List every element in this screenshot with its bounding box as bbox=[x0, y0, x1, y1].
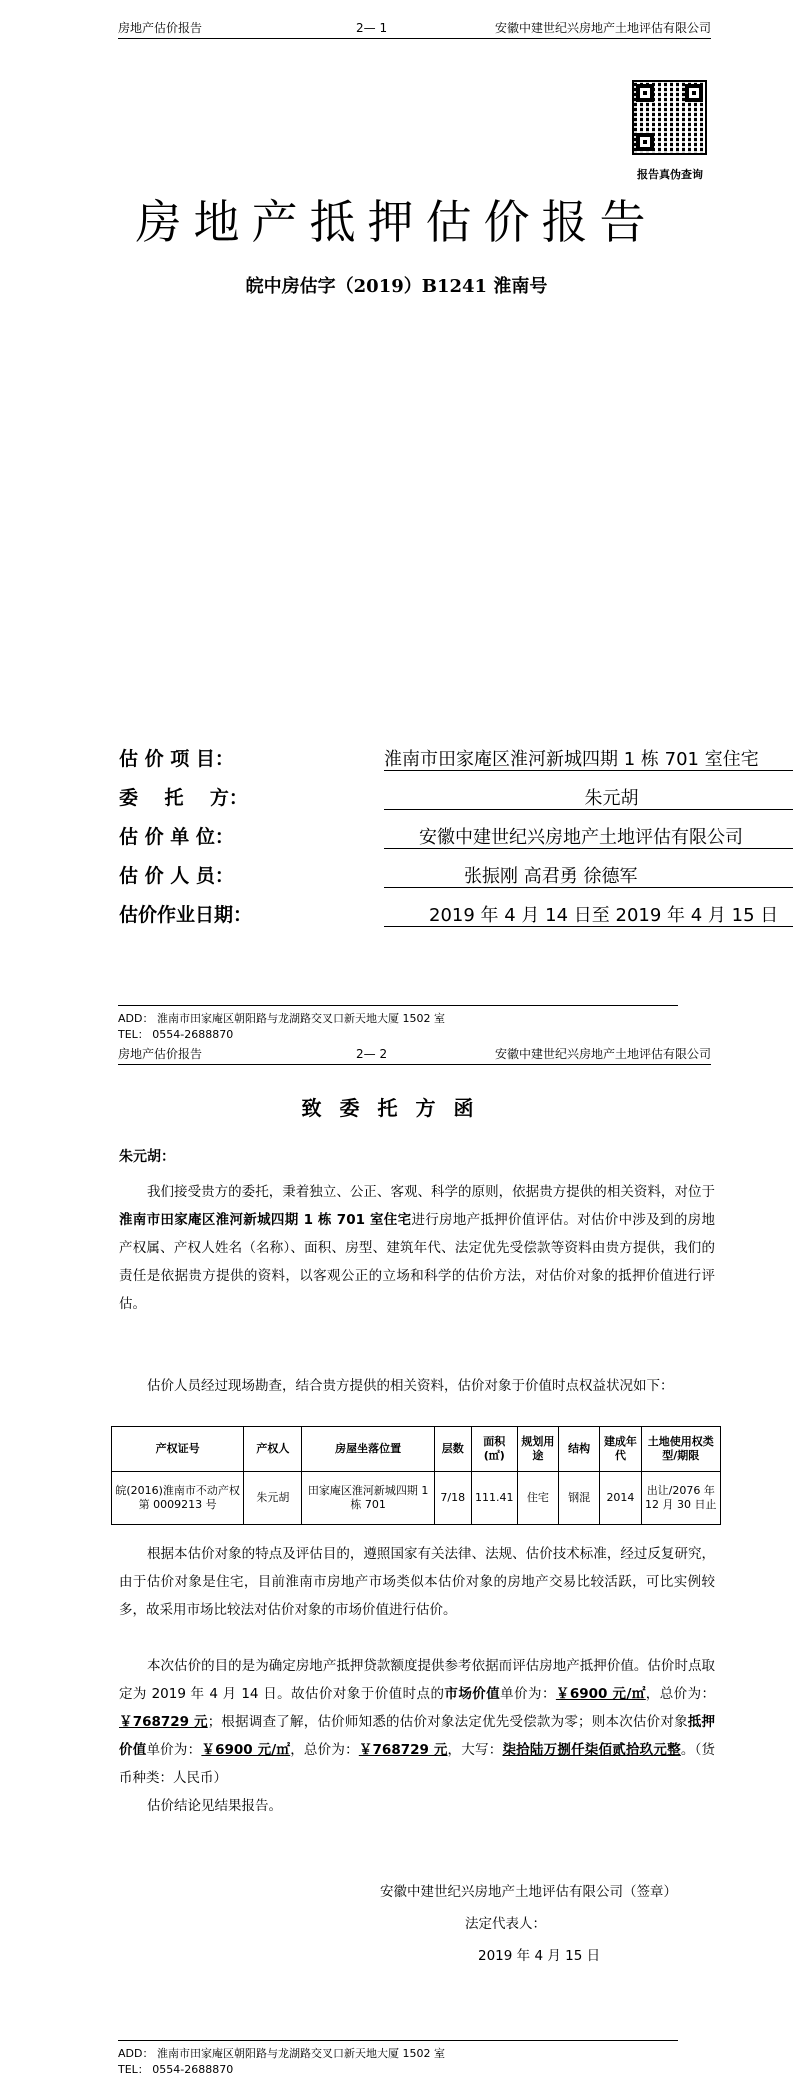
field-value: 朱元胡 bbox=[584, 788, 639, 809]
field-value: 淮南市田家庵区淮河新城四期 1 栋 701 室住宅 bbox=[384, 749, 759, 770]
mortgage-unit-price: ￥6900 元/㎡ bbox=[201, 1742, 291, 1758]
report-number: 皖中房估字（2019）B1241 淮南号 bbox=[245, 276, 548, 297]
signing-date: 2019 年 4 月 15 日 bbox=[478, 1948, 601, 1964]
footer-address: ADD： 淮南市田家庵区朝阳路与龙湖路交叉口新天地大厦 1502 室 bbox=[118, 2047, 445, 2060]
letter-paragraph-3: 根据本估价对象的特点及评估目的，遵照国家有关法律、法规、估价技术标准，经过反复研究，由于估价对象是住宅，目前淮南市房地产市场类似本估价对象的房地产交易比较活跃，可比实例较多，故采用市场比较法对估价对象的市场价值进行估价。 bbox=[119, 1546, 715, 1618]
field-label: 估价作业日期： bbox=[119, 904, 253, 926]
table-row: 皖(2016)淮南市不动产权第 0009213 号 朱元胡 田家庵区淮河新城四期 1 栋 701 7/18 111.41 住宅 钢混 2014 出让/2076 年 12 月 30 日止 bbox=[112, 1472, 721, 1525]
salutation: 朱元胡： bbox=[119, 1149, 175, 1165]
field-client bbox=[119, 779, 719, 809]
signing-company: 安徽中建世纪兴房地产土地评估有限公司（签章） bbox=[380, 1884, 677, 1900]
field-work-dates bbox=[119, 896, 779, 926]
field-appraiser-org bbox=[119, 818, 743, 848]
field-label: 估 价 项 目： bbox=[119, 748, 234, 770]
qr-code-icon[interactable] bbox=[632, 80, 707, 155]
table-header-row: 产权证号 产权人 房屋坐落位置 层数 面积(㎡) 规划用途 结构 建成年代 土地使用权类型/期限 bbox=[112, 1427, 721, 1472]
field-label: 估 价 人 员： bbox=[119, 865, 234, 887]
market-total-price: ￥768729 元 bbox=[119, 1714, 208, 1730]
header-company: 安徽中建世纪兴房地产土地评估有限公司 bbox=[494, 1047, 711, 1061]
header-left: 房地产估价报告 bbox=[118, 21, 203, 35]
amount-in-words: 柒拾陆万捌仟柒佰贰拾玖元整 bbox=[502, 1742, 681, 1758]
property-table bbox=[111, 1426, 721, 1525]
header-left: 房地产估价报告 bbox=[118, 1047, 203, 1061]
property-address: 淮南市田家庵区淮河新城四期 1 栋 701 室住宅 bbox=[119, 1212, 412, 1228]
page-title: 房地产抵押估价报告 bbox=[135, 195, 658, 249]
footer-tel: TEL： 0554-2688870 bbox=[118, 1028, 234, 1041]
letter-paragraph-5: 估价结论见结果报告。 bbox=[147, 1798, 282, 1814]
letter-paragraph-4: 本次估价的目的是为确定房地产抵押贷款额度提供参考依据而评估房地产抵押价值。估价时点取定为 2019 年 4 月 14 日。故估价对象于价值时点的市场价值单价为：￥6900 元/㎡，总价为：￥768729 元；根据调查了解，估价师知悉的估价对象法定优先受偿款为零；则本次估价对象抵押价值单价为：￥6900 元/㎡，总价为：￥768729 元，大写：柒拾陆万捌仟柒佰贰拾玖元整。（货币种类：人民币） bbox=[119, 1658, 716, 1786]
legal-representative: 法定代表人： bbox=[465, 1916, 546, 1932]
market-unit-price: ￥6900 元/㎡ bbox=[555, 1686, 646, 1702]
field-value: 2019 年 4 月 14 日至 2019 年 4 月 15 日 bbox=[429, 905, 779, 926]
page-footer bbox=[118, 2040, 678, 2078]
field-appraisers bbox=[119, 857, 719, 887]
field-value: 安徽中建世纪兴房地产土地评估有限公司 bbox=[419, 827, 743, 848]
mortgage-total-price: ￥768729 元 bbox=[358, 1742, 448, 1758]
footer-tel: TEL： 0554-2688870 bbox=[118, 2063, 234, 2076]
field-label: 委 托 方： bbox=[119, 787, 248, 809]
header-company: 安徽中建世纪兴房地产土地评估有限公司 bbox=[494, 21, 711, 35]
field-value: 张振刚 高君勇 徐德军 bbox=[464, 866, 638, 887]
qr-caption: 报告真伪查询 bbox=[637, 168, 703, 181]
page-header bbox=[118, 20, 711, 39]
letter-paragraph-1: 我们接受贵方的委托，秉着独立、公正、客观、科学的原则，依据贵方提供的相关资料，对位于淮南市田家庵区淮河新城四期 1 栋 701 室住宅进行房地产抵押价值评估。对估价中涉及到的房地产权属、产权人姓名（名称）、面积、房型、建筑年代、法定优先受偿款等资料由贵方提供，我们的责任是依据贵方提供的资料，以客观公正的立场和科学的估价方法，对估价对象的抵押价值进行评估。 bbox=[119, 1184, 715, 1312]
letter-paragraph-2: 估价人员经过现场勘查，结合贵方提供的相关资料，估价对象于价值时点权益状况如下： bbox=[147, 1378, 674, 1394]
header-page-number: 2— 2 bbox=[356, 1047, 388, 1061]
page-header bbox=[118, 1046, 711, 1065]
field-label: 估 价 单 位： bbox=[119, 826, 234, 848]
field-project bbox=[119, 740, 759, 770]
page-footer bbox=[118, 1005, 678, 1043]
letter-title: 致委托方函 bbox=[301, 1096, 492, 1120]
footer-address: ADD： 淮南市田家庵区朝阳路与龙湖路交叉口新天地大厦 1502 室 bbox=[118, 1012, 445, 1025]
header-page-number: 2— 1 bbox=[356, 21, 388, 35]
